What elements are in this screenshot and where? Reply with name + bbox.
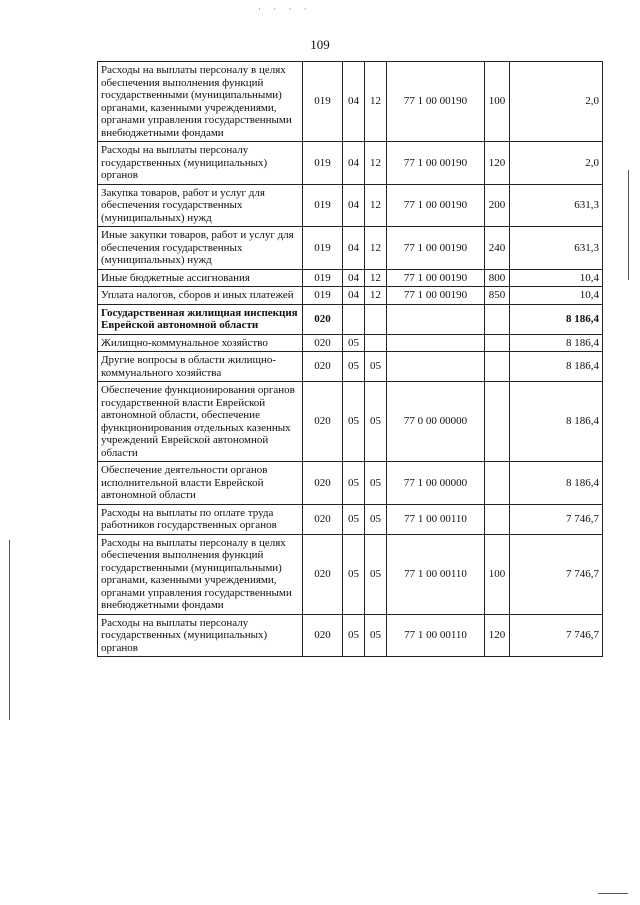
row-sum: 2,0 bbox=[510, 142, 603, 185]
row-section-code: 05 bbox=[343, 382, 365, 462]
row-subsection-code: 12 bbox=[365, 287, 387, 305]
row-sum: 8 186,4 bbox=[510, 304, 603, 334]
row-section-code: 05 bbox=[343, 534, 365, 614]
row-name: Государственная жилищная инспекция Еврейской автономной области bbox=[98, 304, 303, 334]
scan-artifact-dots: · · · · bbox=[258, 4, 312, 14]
row-ved-code: 019 bbox=[303, 287, 343, 305]
row-sum: 2,0 bbox=[510, 62, 603, 142]
scan-mark-left bbox=[9, 540, 10, 720]
table-row bbox=[98, 142, 603, 185]
row-ved-code: 019 bbox=[303, 269, 343, 287]
row-expense-type bbox=[485, 382, 510, 462]
row-expense-type: 240 bbox=[485, 227, 510, 270]
row-expense-type: 200 bbox=[485, 184, 510, 227]
row-name: Расходы на выплаты по оплате труда работников государственных органов bbox=[98, 504, 303, 534]
row-sum: 10,4 bbox=[510, 269, 603, 287]
row-subsection-code: 12 bbox=[365, 142, 387, 185]
row-expense-type: 800 bbox=[485, 269, 510, 287]
row-section-code: 05 bbox=[343, 462, 365, 505]
row-expense-type bbox=[485, 504, 510, 534]
row-subsection-code: 05 bbox=[365, 504, 387, 534]
row-section-code: 04 bbox=[343, 184, 365, 227]
row-target-article: 77 1 00 00190 bbox=[387, 287, 485, 305]
row-subsection-code: 12 bbox=[365, 227, 387, 270]
row-sum: 8 186,4 bbox=[510, 462, 603, 505]
row-section-code: 04 bbox=[343, 287, 365, 305]
row-ved-code: 020 bbox=[303, 534, 343, 614]
row-name: Расходы на выплаты персоналу в целях обеспечения выполнения функций государственными (муниципальными) органами, казенными учреждениями, органами управления государственными внебюджетными фондами bbox=[98, 62, 303, 142]
table-row bbox=[98, 304, 603, 334]
row-target-article: 77 1 00 00110 bbox=[387, 534, 485, 614]
row-target-article bbox=[387, 304, 485, 334]
row-ved-code: 019 bbox=[303, 142, 343, 185]
row-section-code: 05 bbox=[343, 614, 365, 657]
row-ved-code: 020 bbox=[303, 504, 343, 534]
row-sum: 8 186,4 bbox=[510, 382, 603, 462]
row-ved-code: 020 bbox=[303, 462, 343, 505]
row-ved-code: 020 bbox=[303, 304, 343, 334]
row-target-article: 77 1 00 00190 bbox=[387, 184, 485, 227]
row-name: Иные бюджетные ассигнования bbox=[98, 269, 303, 287]
row-subsection-code bbox=[365, 304, 387, 334]
row-subsection-code bbox=[365, 334, 387, 352]
row-subsection-code: 05 bbox=[365, 382, 387, 462]
row-target-article: 77 1 00 00000 bbox=[387, 462, 485, 505]
table-row bbox=[98, 227, 603, 270]
table-row bbox=[98, 504, 603, 534]
table-row bbox=[98, 382, 603, 462]
row-name: Обеспечение функционирования органов государственной власти Еврейской автономной области, обеспечение функционирования отдельных казенных учреждений Еврейской автономной области bbox=[98, 382, 303, 462]
row-name: Иные закупки товаров, работ и услуг для обеспечения государственных (муниципальных) нужд bbox=[98, 227, 303, 270]
table-body bbox=[98, 62, 603, 657]
row-target-article: 77 1 00 00190 bbox=[387, 142, 485, 185]
row-name: Расходы на выплаты персоналу государственных (муниципальных) органов bbox=[98, 614, 303, 657]
row-expense-type: 100 bbox=[485, 62, 510, 142]
row-ved-code: 019 bbox=[303, 227, 343, 270]
row-expense-type bbox=[485, 462, 510, 505]
row-ved-code: 020 bbox=[303, 614, 343, 657]
table-row bbox=[98, 269, 603, 287]
row-subsection-code: 05 bbox=[365, 352, 387, 382]
row-name: Жилищно-коммунальное хозяйство bbox=[98, 334, 303, 352]
table-row bbox=[98, 287, 603, 305]
table-row bbox=[98, 184, 603, 227]
row-target-article bbox=[387, 352, 485, 382]
row-target-article: 77 1 00 00190 bbox=[387, 227, 485, 270]
row-section-code: 05 bbox=[343, 352, 365, 382]
table-row bbox=[98, 614, 603, 657]
row-subsection-code: 05 bbox=[365, 614, 387, 657]
row-expense-type bbox=[485, 352, 510, 382]
row-section-code: 04 bbox=[343, 142, 365, 185]
row-sum: 10,4 bbox=[510, 287, 603, 305]
row-expense-type bbox=[485, 304, 510, 334]
row-section-code: 04 bbox=[343, 227, 365, 270]
row-name: Расходы на выплаты персоналу в целях обеспечения выполнения функций государственными (муниципальными) органами, казенными учреждениями, органами управления государственными внебюджетными фондами bbox=[98, 534, 303, 614]
row-target-article: 77 1 00 00190 bbox=[387, 62, 485, 142]
row-sum: 7 746,7 bbox=[510, 504, 603, 534]
row-expense-type bbox=[485, 334, 510, 352]
row-sum: 631,3 bbox=[510, 184, 603, 227]
row-section-code: 04 bbox=[343, 62, 365, 142]
row-sum: 8 186,4 bbox=[510, 334, 603, 352]
row-expense-type: 120 bbox=[485, 142, 510, 185]
scan-mark-bottom bbox=[598, 893, 628, 894]
row-sum: 7 746,7 bbox=[510, 534, 603, 614]
row-ved-code: 019 bbox=[303, 184, 343, 227]
row-target-article: 77 1 00 00110 bbox=[387, 614, 485, 657]
row-name: Обеспечение деятельности органов исполнительной власти Еврейской автономной области bbox=[98, 462, 303, 505]
row-sum: 631,3 bbox=[510, 227, 603, 270]
row-section-code bbox=[343, 304, 365, 334]
scan-mark-right bbox=[628, 170, 629, 280]
table-row bbox=[98, 352, 603, 382]
row-sum: 7 746,7 bbox=[510, 614, 603, 657]
row-section-code: 04 bbox=[343, 269, 365, 287]
row-target-article: 77 1 00 00190 bbox=[387, 269, 485, 287]
row-target-article: 77 1 00 00110 bbox=[387, 504, 485, 534]
row-subsection-code: 12 bbox=[365, 184, 387, 227]
row-section-code: 05 bbox=[343, 334, 365, 352]
row-section-code: 05 bbox=[343, 504, 365, 534]
row-name: Расходы на выплаты персоналу государственных (муниципальных) органов bbox=[98, 142, 303, 185]
table-row bbox=[98, 534, 603, 614]
row-ved-code: 020 bbox=[303, 382, 343, 462]
row-subsection-code: 12 bbox=[365, 269, 387, 287]
row-ved-code: 020 bbox=[303, 334, 343, 352]
row-target-article: 77 0 00 00000 bbox=[387, 382, 485, 462]
row-name: Уплата налогов, сборов и иных платежей bbox=[98, 287, 303, 305]
row-subsection-code: 05 bbox=[365, 534, 387, 614]
row-sum: 8 186,4 bbox=[510, 352, 603, 382]
row-expense-type: 850 bbox=[485, 287, 510, 305]
table-row bbox=[98, 334, 603, 352]
row-expense-type: 120 bbox=[485, 614, 510, 657]
row-target-article bbox=[387, 334, 485, 352]
table-row bbox=[98, 62, 603, 142]
row-expense-type: 100 bbox=[485, 534, 510, 614]
budget-table bbox=[97, 61, 603, 657]
row-ved-code: 020 bbox=[303, 352, 343, 382]
row-subsection-code: 05 bbox=[365, 462, 387, 505]
table-row bbox=[98, 462, 603, 505]
row-name: Другие вопросы в области жилищно-коммунального хозяйства bbox=[98, 352, 303, 382]
row-subsection-code: 12 bbox=[365, 62, 387, 142]
page-number: 109 bbox=[310, 37, 330, 52]
row-name: Закупка товаров, работ и услуг для обеспечения государственных (муниципальных) нужд bbox=[98, 184, 303, 227]
row-ved-code: 019 bbox=[303, 62, 343, 142]
